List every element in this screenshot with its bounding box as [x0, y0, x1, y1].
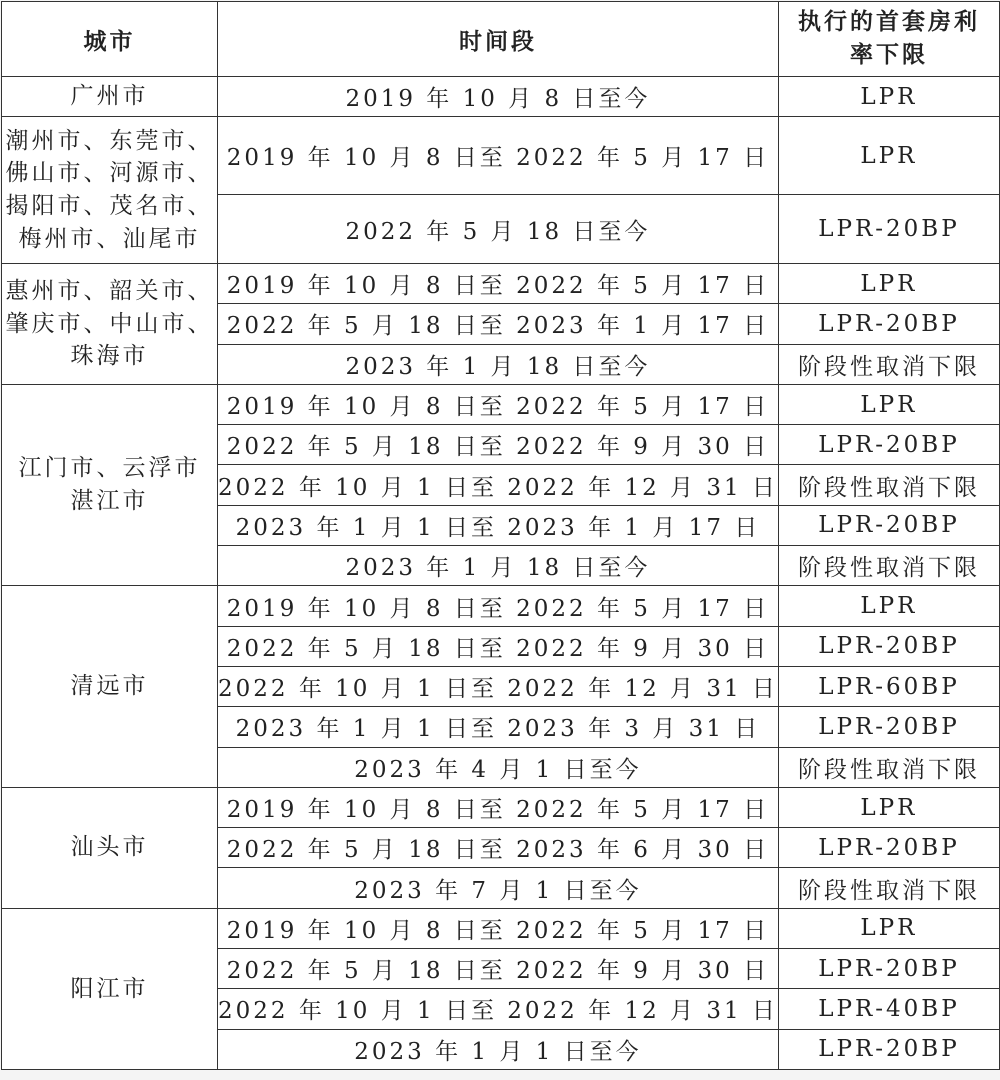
period-cell: 2019 年 10 月 8 日至 2022 年 5 月 17 日: [217, 117, 778, 195]
table-row: [2, 787, 1000, 827]
city-name-line: 肇庆市、中山市、: [5, 310, 214, 337]
city-name-line: 江门市、云浮市: [18, 455, 201, 482]
rate-cell: LPR-20BP: [778, 505, 999, 545]
city-cell: [2, 77, 218, 117]
rate-cell: LPR-20BP: [778, 707, 999, 747]
period-cell: 2023 年 1 月 1 日至 2023 年 3 月 31 日: [217, 707, 778, 747]
city-name-line: 清远市: [70, 673, 149, 700]
rate-cell: LPR: [778, 787, 999, 827]
rate-cell: LPR: [778, 117, 999, 195]
rate-cell: LPR-40BP: [778, 989, 999, 1029]
rate-cell: LPR: [778, 77, 999, 117]
rate-cell: 阶段性取消下限: [778, 546, 999, 586]
period-cell: 2022 年 10 月 1 日至 2022 年 12 月 31 日: [217, 666, 778, 706]
rate-cell: LPR-20BP: [778, 828, 999, 868]
rate-cell: 阶段性取消下限: [778, 344, 999, 384]
header-city: 城市: [2, 2, 218, 77]
table-row: [2, 77, 1000, 117]
city-name-line: 湛江市: [70, 488, 149, 515]
header-rate: [778, 2, 999, 77]
rate-cell: LPR-20BP: [778, 304, 999, 344]
rate-cell: LPR-20BP: [778, 1029, 999, 1069]
period-cell: 2022 年 5 月 18 日至 2023 年 6 月 30 日: [217, 828, 778, 868]
period-cell: 2019 年 10 月 8 日至 2022 年 5 月 17 日: [217, 787, 778, 827]
period-cell: 2023 年 1 月 18 日至今: [217, 344, 778, 384]
rate-cell: LPR-20BP: [778, 195, 999, 264]
header-rate-line: 执行的首套房利: [797, 8, 980, 35]
period-cell: 2022 年 10 月 1 日至 2022 年 12 月 31 日: [217, 465, 778, 505]
period-cell: 2022 年 5 月 18 日至今: [217, 195, 778, 264]
period-cell: 2019 年 10 月 8 日至 2022 年 5 月 17 日: [217, 384, 778, 424]
city-cell: [2, 117, 218, 264]
city-cell: [2, 586, 218, 787]
period-cell: 2022 年 5 月 18 日至 2022 年 9 月 30 日: [217, 425, 778, 465]
period-cell: 2022 年 5 月 18 日至 2023 年 1 月 17 日: [217, 304, 778, 344]
city-name-line: 潮州市、东莞市、: [5, 127, 214, 154]
table-row: [2, 384, 1000, 424]
rate-cell: LPR: [778, 264, 999, 304]
period-cell: 2019 年 10 月 8 日至 2022 年 5 月 17 日: [217, 908, 778, 948]
table-row: [2, 264, 1000, 304]
city-name-line: 阳江市: [70, 975, 149, 1002]
period-cell: 2022 年 5 月 18 日至 2022 年 9 月 30 日: [217, 949, 778, 989]
rate-cell: LPR-20BP: [778, 949, 999, 989]
header-period: 时间段: [217, 2, 778, 77]
city-cell: [2, 384, 218, 585]
period-cell: 2023 年 1 月 1 日至 2023 年 1 月 17 日: [217, 505, 778, 545]
rate-cell: LPR-20BP: [778, 425, 999, 465]
period-cell: 2022 年 5 月 18 日至 2022 年 9 月 30 日: [217, 626, 778, 666]
table-row: [2, 117, 1000, 195]
city-name-line: 佛山市、河源市、: [5, 160, 214, 187]
rate-cell: LPR-60BP: [778, 666, 999, 706]
header-rate-line: 率下限: [849, 42, 928, 68]
period-cell: 2023 年 4 月 1 日至今: [217, 747, 778, 787]
city-name-line: 汕头市: [70, 834, 149, 861]
city-cell: [2, 787, 218, 908]
rate-cell: LPR: [778, 384, 999, 424]
rate-cell: LPR-20BP: [778, 626, 999, 666]
city-name-line: 揭阳市、茂名市、: [5, 193, 214, 219]
rate-cell: LPR: [778, 908, 999, 948]
rate-cell: 阶段性取消下限: [778, 465, 999, 505]
period-cell: 2019 年 10 月 8 日至 2022 年 5 月 17 日: [217, 586, 778, 626]
city-name-line: 惠州市、韶关市、: [5, 277, 214, 304]
city-cell: [2, 908, 218, 1069]
table-row: [2, 908, 1000, 948]
table-row: [2, 586, 1000, 626]
table-header-row: [2, 2, 1000, 77]
city-cell: [2, 264, 218, 385]
rate-cell: LPR: [778, 586, 999, 626]
rate-cell: 阶段性取消下限: [778, 747, 999, 787]
city-name-line: 珠海市: [70, 343, 149, 370]
rate-cell: 阶段性取消下限: [778, 868, 999, 908]
period-cell: 2019 年 10 月 8 日至 2022 年 5 月 17 日: [217, 264, 778, 304]
city-name-line: 梅州市、汕尾市: [18, 225, 201, 252]
period-cell: 2023 年 1 月 1 日至今: [217, 1029, 778, 1069]
city-name-line: 广州市: [70, 83, 149, 110]
period-cell: 2023 年 7 月 1 日至今: [217, 868, 778, 908]
rate-table: [1, 1, 1000, 1070]
period-cell: 2019 年 10 月 8 日至今: [217, 77, 778, 117]
period-cell: 2023 年 1 月 18 日至今: [217, 546, 778, 586]
period-cell: 2022 年 10 月 1 日至 2022 年 12 月 31 日: [217, 989, 778, 1029]
